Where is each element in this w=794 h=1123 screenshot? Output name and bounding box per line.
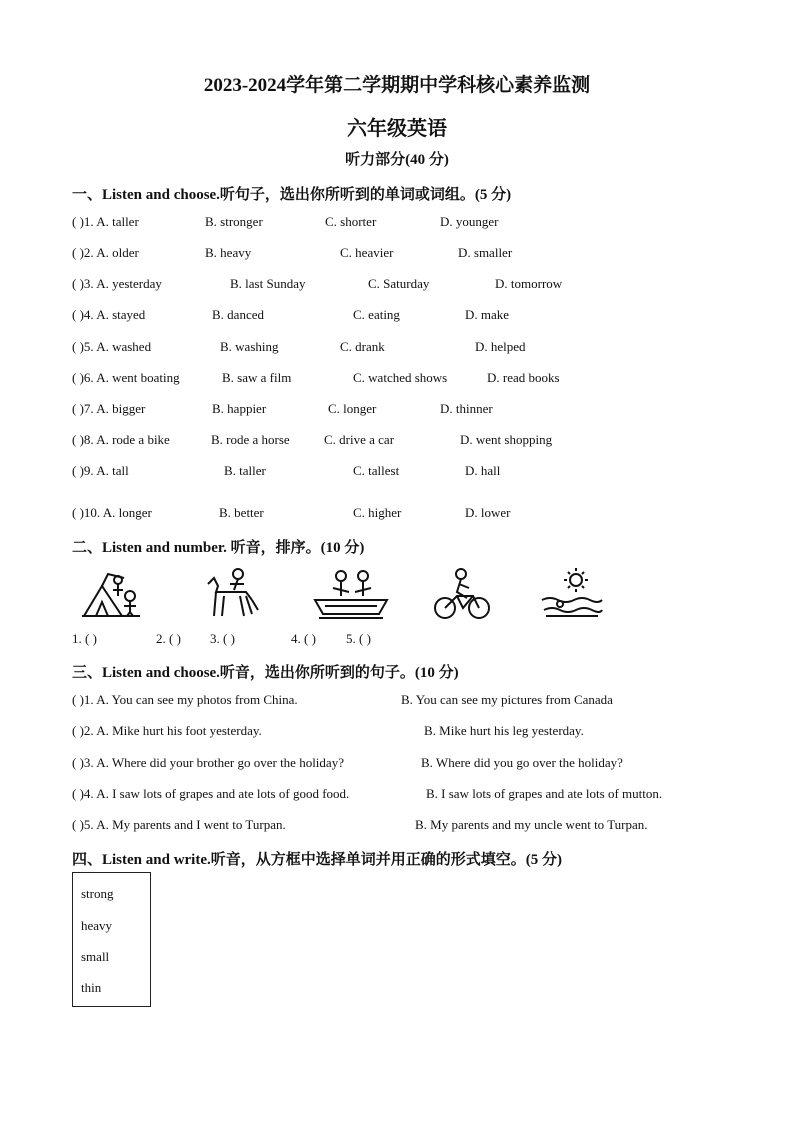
option-c: C. tallest xyxy=(353,463,400,478)
option-d: D. smaller xyxy=(458,245,513,260)
riding-bike-picture xyxy=(433,566,493,622)
answer-blank[interactable]: 1. ( ) xyxy=(72,631,97,646)
option-a: ( )4. A. I saw lots of grapes and ate lots of good food. xyxy=(72,786,350,801)
answer-blank[interactable]: 5. ( ) xyxy=(346,631,371,646)
option-b: B. danced xyxy=(212,307,264,322)
option-c: C. drive a car xyxy=(324,432,395,447)
option-c: C. shorter xyxy=(325,214,377,229)
option-a: ( )5. A. washed xyxy=(72,339,152,354)
option-b: B. Where did you go over the holiday? xyxy=(421,755,623,770)
option-b: B. rode a horse xyxy=(211,432,290,447)
option-a: ( )4. A. stayed xyxy=(72,307,146,322)
section2-heading: 二、Listen and number. 听音，排序。(10 分) xyxy=(72,540,365,556)
option-c: C. eating xyxy=(353,307,400,322)
option-a: ( )10. A. longer xyxy=(72,505,152,520)
exam-subtitle: 六年级英语 xyxy=(347,118,447,140)
option-b: B. better xyxy=(219,505,264,520)
answer-blank[interactable]: 2. ( ) xyxy=(156,631,181,646)
answer-blank[interactable]: 3. ( ) xyxy=(210,631,235,646)
option-c: C. watched shows xyxy=(353,370,448,385)
option-b: B. Mike hurt his leg yesterday. xyxy=(424,723,584,738)
option-a: ( )2. A. older xyxy=(72,245,139,260)
option-c: C. drank xyxy=(340,339,385,354)
word-item: small xyxy=(81,949,110,964)
option-b: B. You can see my pictures from Canada xyxy=(401,692,613,707)
option-a: ( )6. A. went boating xyxy=(72,370,180,385)
option-d: D. lower xyxy=(465,505,511,520)
option-d: D. went shopping xyxy=(460,432,553,447)
option-b: B. saw a film xyxy=(222,370,292,385)
word-item: heavy xyxy=(81,918,113,933)
option-a: ( )2. A. Mike hurt his foot yesterday. xyxy=(72,723,262,738)
boating-picture xyxy=(311,566,391,622)
option-d: D. read books xyxy=(487,370,560,385)
option-c: C. higher xyxy=(353,505,402,520)
answer-blank[interactable]: 4. ( ) xyxy=(291,631,316,646)
option-d: D. younger xyxy=(440,214,499,229)
option-c: C. longer xyxy=(328,401,377,416)
option-b: B. taller xyxy=(224,463,266,478)
option-c: C. heavier xyxy=(340,245,394,260)
option-a: ( )5. A. My parents and I went to Turpan. xyxy=(72,817,286,832)
option-b: B. stronger xyxy=(205,214,263,229)
option-b: B. I saw lots of grapes and ate lots of mutton. xyxy=(426,786,663,801)
option-a: ( )7. A. bigger xyxy=(72,401,146,416)
section1-heading: 一、Listen and choose.听句子，选出你所听到的单词或词组。(5 分) xyxy=(72,187,512,203)
option-d: D. make xyxy=(465,307,510,322)
listening-part-label: 听力部分(40 分) xyxy=(345,152,449,168)
option-a: ( )1. A. taller xyxy=(72,214,139,229)
exam-title: 2023-2024学年第二学期期中学科核心素养监测 xyxy=(203,75,591,96)
option-b: B. My parents and my uncle went to Turpan. xyxy=(415,817,648,832)
option-d: D. thinner xyxy=(440,401,493,416)
option-b: B. heavy xyxy=(205,245,252,260)
word-box xyxy=(72,872,151,1007)
tent-camping-picture xyxy=(80,566,144,622)
option-b: B. happier xyxy=(212,401,267,416)
swimming-picture xyxy=(540,566,604,622)
word-item: thin xyxy=(81,980,102,995)
option-a: ( )3. A. yesterday xyxy=(72,276,162,291)
option-a: ( )1. A. You can see my photos from China. xyxy=(72,692,298,707)
section4-heading: 四、Listen and write.听音，从方框中选择单词并用正确的形式填空。(5 分) xyxy=(72,852,562,868)
option-a: ( )8. A. rode a bike xyxy=(72,432,170,447)
option-d: D. helped xyxy=(475,339,526,354)
picture-number-row xyxy=(72,631,402,651)
option-b: B. washing xyxy=(220,339,279,354)
option-a: ( )3. A. Where did your brother go over the holiday? xyxy=(72,755,344,770)
option-a: ( )9. A. tall xyxy=(72,463,129,478)
section3-heading: 三、Listen and choose.听音，选出你所听到的句子。(10 分) xyxy=(72,665,459,681)
option-d: D. tomorrow xyxy=(495,276,563,291)
word-item: strong xyxy=(81,886,114,901)
option-c: C. Saturday xyxy=(368,276,430,291)
riding-horse-picture xyxy=(200,566,264,622)
option-d: D. hall xyxy=(465,463,501,478)
option-b: B. last Sunday xyxy=(230,276,306,291)
